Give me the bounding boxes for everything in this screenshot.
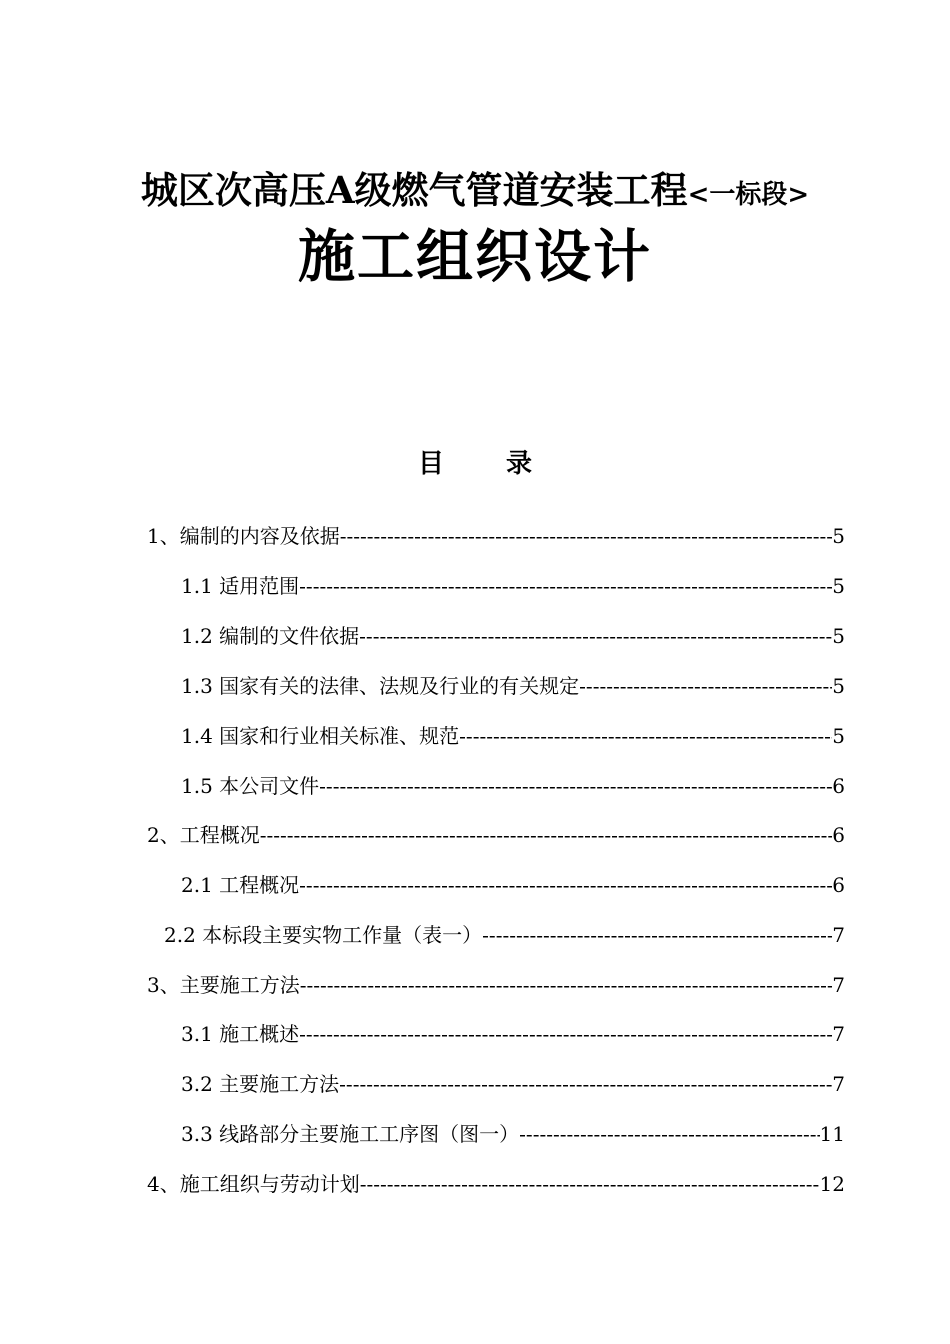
toc-leader xyxy=(339,1060,832,1108)
toc-entry-page: 7 xyxy=(832,1022,845,1046)
toc-entry[interactable] xyxy=(181,712,845,760)
toc-leader xyxy=(459,712,832,760)
toc-entry-page: 5 xyxy=(832,674,845,698)
toc-entry[interactable] xyxy=(181,662,845,710)
toc-entry[interactable] xyxy=(164,911,845,959)
toc-entry[interactable] xyxy=(181,612,845,660)
toc-entry[interactable] xyxy=(181,762,845,810)
toc-entry[interactable] xyxy=(181,861,845,909)
toc-entry[interactable] xyxy=(147,512,845,560)
toc-leader xyxy=(340,512,833,560)
toc-entry-title: 1.4 国家和行业相关标准、规范 xyxy=(181,724,460,748)
toc-entry-page: 5 xyxy=(832,724,845,748)
toc-entry-page: 7 xyxy=(832,923,845,947)
toc-entry-title: 1.2 编制的文件依据 xyxy=(181,624,360,648)
toc-entry-page: 7 xyxy=(832,1072,845,1096)
toc-leader xyxy=(299,562,832,610)
toc-entry-page: 11 xyxy=(819,1122,845,1146)
toc-leader xyxy=(299,1010,832,1058)
toc-entry-title: 2、工程概况 xyxy=(147,823,260,847)
toc-entry-title: 1.1 适用范围 xyxy=(181,574,300,598)
toc-entry[interactable] xyxy=(147,811,845,859)
toc-leader xyxy=(360,1160,820,1208)
toc-entry[interactable] xyxy=(181,1110,845,1158)
toc-entry-title: 2.1 工程概况 xyxy=(181,873,300,897)
toc-leader xyxy=(260,811,833,859)
toc-entry-page: 12 xyxy=(819,1172,845,1196)
toc-heading-right: 录 xyxy=(506,449,533,479)
toc-entry-page: 6 xyxy=(832,823,845,847)
toc-leader xyxy=(300,961,833,1009)
toc-entry-page: 6 xyxy=(832,774,845,798)
toc-leader xyxy=(319,762,832,810)
toc-entry-title: 4、施工组织与劳动计划 xyxy=(147,1172,360,1196)
toc-entry-title: 3.2 主要施工方法 xyxy=(181,1072,340,1096)
toc-heading-left: 目 xyxy=(417,449,444,479)
title-suffix: <一标段> xyxy=(687,180,810,210)
toc-entry-page: 5 xyxy=(832,574,845,598)
toc-leader xyxy=(482,911,832,959)
document-title xyxy=(0,164,950,221)
toc-entry-page: 5 xyxy=(832,524,845,548)
toc-entry-title: 1.3 国家有关的法律、法规及行业的有关规定 xyxy=(181,674,580,698)
toc-entry-title: 3.3 线路部分主要施工工序图（图一） xyxy=(181,1122,520,1146)
toc-entry-page: 7 xyxy=(832,973,845,997)
toc-leader xyxy=(299,861,832,909)
toc-entry-page: 5 xyxy=(832,624,845,648)
document-subtitle: 施工组织设计 xyxy=(298,223,652,290)
toc-entry-title: 1.5 本公司文件 xyxy=(181,774,320,798)
toc-entry[interactable] xyxy=(181,1010,845,1058)
toc-entry-title: 3.1 施工概述 xyxy=(181,1022,300,1046)
toc-leader xyxy=(359,612,832,660)
toc-leader xyxy=(579,662,832,710)
title-main: 城区次高压A级燃气管道安装工程 xyxy=(140,168,688,212)
toc-entry[interactable] xyxy=(181,562,845,610)
toc-entry-page: 6 xyxy=(832,873,845,897)
toc-entry-title: 2.2 本标段主要实物工作量（表一） xyxy=(164,923,483,947)
toc-entry[interactable] xyxy=(147,961,845,1009)
toc-entry[interactable] xyxy=(181,1060,845,1108)
toc-entry-title: 3、主要施工方法 xyxy=(147,973,300,997)
toc-heading xyxy=(0,446,950,482)
toc-entry-title: 1、编制的内容及依据 xyxy=(147,524,340,548)
toc-entry[interactable] xyxy=(147,1160,845,1208)
toc-leader xyxy=(519,1110,819,1158)
